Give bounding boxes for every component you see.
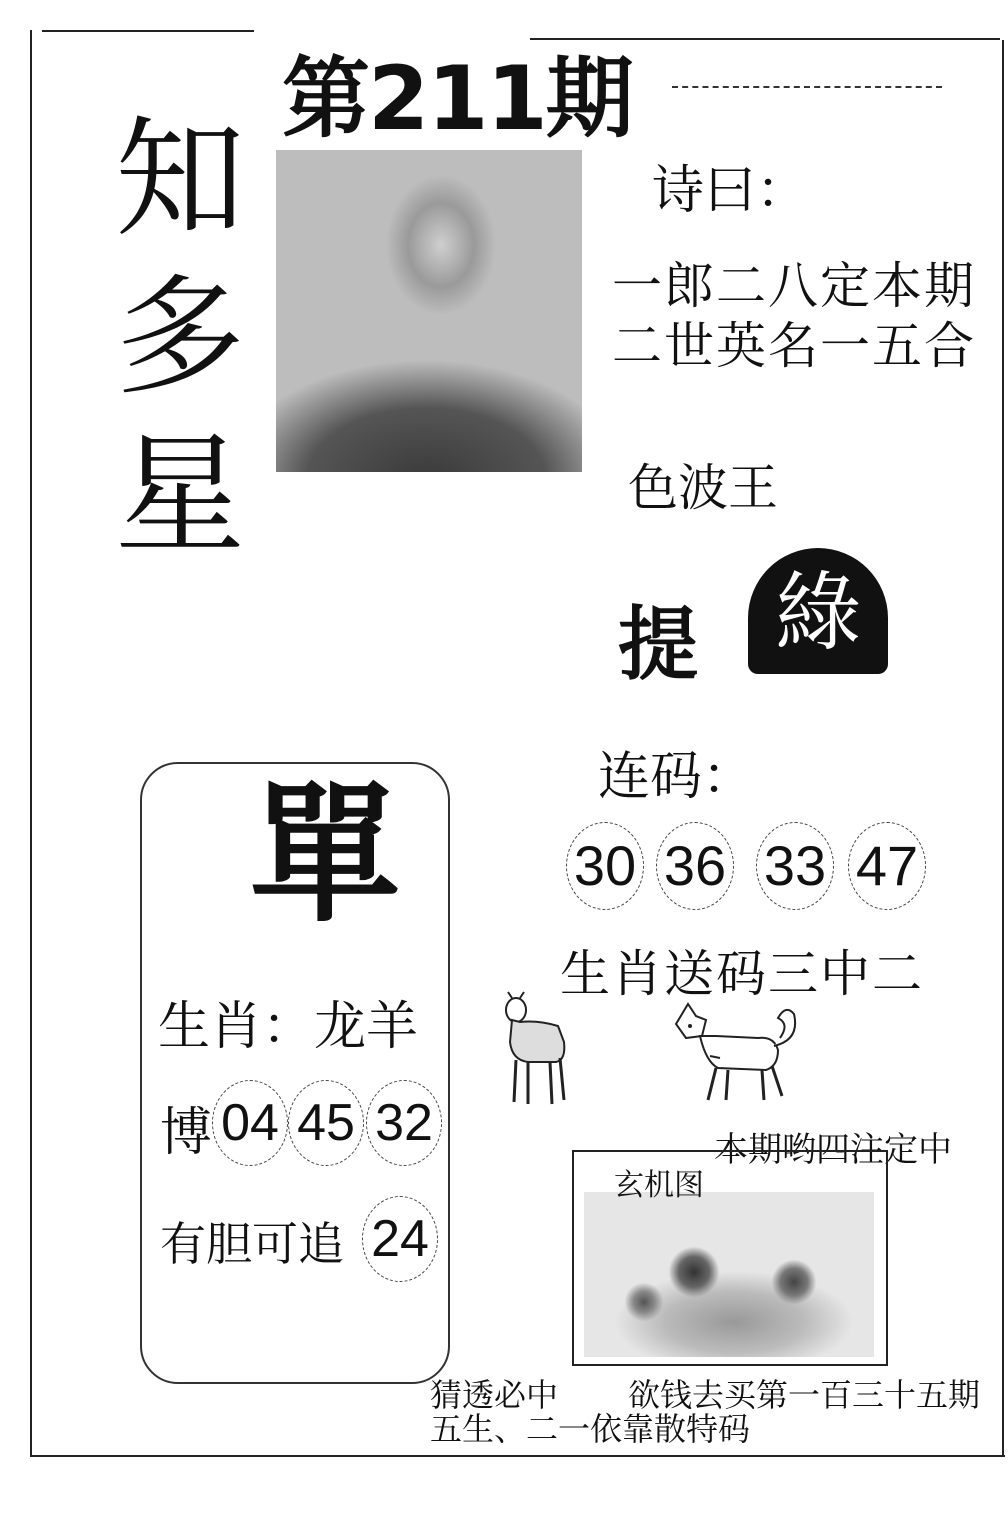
number-ball: 47 bbox=[848, 822, 926, 910]
mystic-picture bbox=[572, 1150, 888, 1366]
mystic-artwork bbox=[584, 1192, 874, 1357]
mystic-label: 玄机图 bbox=[614, 1168, 704, 1203]
frame-bottom-border bbox=[30, 1455, 1005, 1457]
riddle-text: 五生、二一依靠散特码 bbox=[430, 1410, 751, 1448]
color-badge: 綠 bbox=[748, 548, 888, 674]
issue-title: 第211期 bbox=[282, 47, 632, 150]
poem-line: 二世英名一五合 bbox=[612, 317, 976, 375]
color-prefix: 提 bbox=[618, 597, 698, 691]
riddle-text: 猜透必中 bbox=[430, 1376, 559, 1414]
dog-icon bbox=[666, 996, 806, 1106]
portrait-photo bbox=[276, 150, 582, 472]
brand-char: 知 bbox=[114, 103, 245, 255]
frame-left-border bbox=[30, 30, 32, 1455]
lianma-title: 连码： bbox=[598, 747, 755, 807]
frame-top-border-right bbox=[530, 38, 1000, 40]
number-ball: 24 bbox=[362, 1196, 438, 1282]
number-ball: 04 bbox=[212, 1080, 288, 1166]
brand-char: 星 bbox=[114, 419, 245, 571]
zodiac-gift-text: 生肖送码三中二 bbox=[560, 945, 924, 1003]
number-ball: 33 bbox=[756, 822, 834, 910]
number-ball: 30 bbox=[566, 822, 644, 910]
dashed-divider bbox=[672, 86, 942, 88]
brand-char: 多 bbox=[114, 261, 245, 413]
bo-label: 博 bbox=[160, 1103, 213, 1163]
number-ball: 36 bbox=[656, 822, 734, 910]
brand-title bbox=[110, 100, 250, 574]
zodiac-pick: 生肖：龙羊 bbox=[158, 997, 419, 1057]
must-hit-text: 本期哟四注定中 bbox=[714, 1130, 952, 1170]
single-title: 單 bbox=[250, 767, 401, 943]
poem-title: 诗曰： bbox=[652, 161, 809, 221]
number-ball: 32 bbox=[366, 1080, 442, 1166]
goat-icon bbox=[498, 990, 574, 1110]
number-ball: 45 bbox=[288, 1080, 364, 1166]
poem-line: 一郎二八定本期 bbox=[612, 257, 976, 315]
color-king-title: 色波王 bbox=[628, 459, 778, 517]
riddle-text: 欲钱去买第一百三十五期 bbox=[628, 1376, 981, 1414]
frame-right-border bbox=[1002, 40, 1004, 1455]
chase-label: 有胆可追 bbox=[160, 1217, 344, 1271]
frame-top-border bbox=[42, 30, 254, 32]
